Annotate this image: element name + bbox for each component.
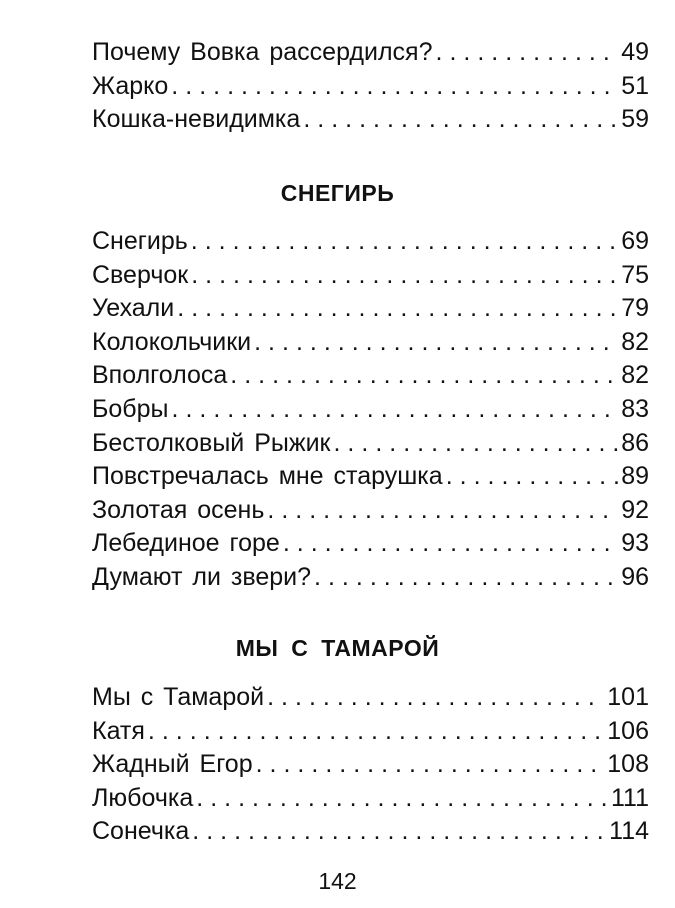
section-heading: СНЕГИРЬ <box>280 180 395 206</box>
toc-entry <box>92 427 649 461</box>
toc-entry-page: 69 <box>621 227 649 255</box>
toc-dot-leader <box>256 748 605 782</box>
toc-entry-page: 51 <box>621 71 649 100</box>
toc-entry-page: 92 <box>621 495 649 524</box>
toc-entry-title: Сонечка <box>92 817 190 846</box>
page-number: 142 <box>318 868 357 894</box>
toc-entry-title: Кошка-невидимка <box>92 105 301 134</box>
toc-entry-title: Мы с Тамарой <box>92 683 265 711</box>
toc-entry-title: Снегирь <box>92 227 188 255</box>
toc-entry-page: 108 <box>607 750 649 779</box>
toc-entry <box>92 681 649 715</box>
toc-entry-page: 79 <box>621 294 649 323</box>
toc-entry <box>92 225 649 259</box>
toc-entry <box>92 494 649 528</box>
toc-entry <box>92 748 649 782</box>
toc-entry-page: 59 <box>621 105 649 134</box>
toc-dot-leader <box>267 681 604 715</box>
toc-entry-title: Колокольчики <box>92 327 252 356</box>
toc-dot-leader <box>303 103 618 137</box>
toc-dot-leader <box>148 715 604 749</box>
toc-entry-title: Бобры <box>92 394 169 423</box>
toc-dot-leader <box>192 815 606 849</box>
toc-entry-page: 75 <box>621 260 649 289</box>
toc-block-snegir <box>92 225 649 595</box>
toc-entry-title: Почему Вовка рассердился? <box>92 38 433 66</box>
toc-entry-page: 114 <box>609 817 649 846</box>
toc-entry-page: 83 <box>621 394 649 423</box>
toc-dot-leader <box>177 292 618 326</box>
toc-entry <box>92 70 649 104</box>
toc-dot-leader <box>191 225 618 259</box>
toc-dot-leader <box>267 494 618 528</box>
toc-entry-title: Вполголоса <box>92 361 228 390</box>
toc-block-my-s-tamaroy <box>92 681 649 849</box>
toc-entry-page: 111 <box>610 783 649 812</box>
toc-dot-leader <box>446 460 619 494</box>
toc-dot-leader <box>196 782 608 816</box>
toc-entry <box>92 815 649 849</box>
toc-entry-title: Бестолковый Рыжик <box>92 428 331 457</box>
toc-entry-title: Уехали <box>92 294 175 323</box>
toc-entry-page: 101 <box>607 683 649 711</box>
toc-dot-leader <box>254 326 618 360</box>
toc-dot-leader <box>314 561 618 595</box>
toc-entry-page: 82 <box>621 361 649 390</box>
toc-dot-leader <box>283 527 618 561</box>
toc-entry-title: Сверчок <box>92 260 189 289</box>
toc-entry <box>92 292 649 326</box>
toc-entry-page: 89 <box>621 462 649 491</box>
toc-entry <box>92 715 649 749</box>
toc-entry-title: Золотая осень <box>92 495 265 524</box>
toc-entry-page: 106 <box>607 716 649 745</box>
toc-entry <box>92 259 649 293</box>
toc-entry-title: Катя <box>92 716 145 745</box>
toc-entry <box>92 103 649 137</box>
toc-entry <box>92 359 649 393</box>
toc-entry-page: 86 <box>621 428 649 457</box>
toc-entry-title: Повстречалась мне старушка <box>92 462 443 491</box>
toc-entry-page: 82 <box>621 327 649 356</box>
toc-entry <box>92 326 649 360</box>
toc-block-continued <box>92 36 649 137</box>
toc-dot-leader <box>171 70 618 104</box>
toc-entry-page: 96 <box>621 562 649 591</box>
toc-entry-title: Жарко <box>92 71 169 100</box>
toc-entry <box>92 393 649 427</box>
toc-dot-leader <box>172 393 619 427</box>
toc-entry <box>92 561 649 595</box>
toc-entry <box>92 460 649 494</box>
section-heading: МЫ С ТАМАРОЙ <box>235 635 440 661</box>
toc-entry-title: Думают ли звери? <box>92 562 312 591</box>
toc-entry <box>92 782 649 816</box>
toc-entry-title: Лебединое горе <box>92 529 280 558</box>
toc-entry <box>92 36 649 70</box>
toc-dot-leader <box>333 427 618 461</box>
toc-dot-leader <box>230 359 618 393</box>
toc-entry-title: Любочка <box>92 783 194 812</box>
toc-entry-page: 49 <box>621 38 649 66</box>
toc-entry-page: 93 <box>621 529 649 558</box>
toc-entry-title: Жадный Егор <box>92 750 253 779</box>
toc-dot-leader <box>191 259 618 293</box>
toc-entry <box>92 527 649 561</box>
toc-dot-leader <box>436 36 619 70</box>
